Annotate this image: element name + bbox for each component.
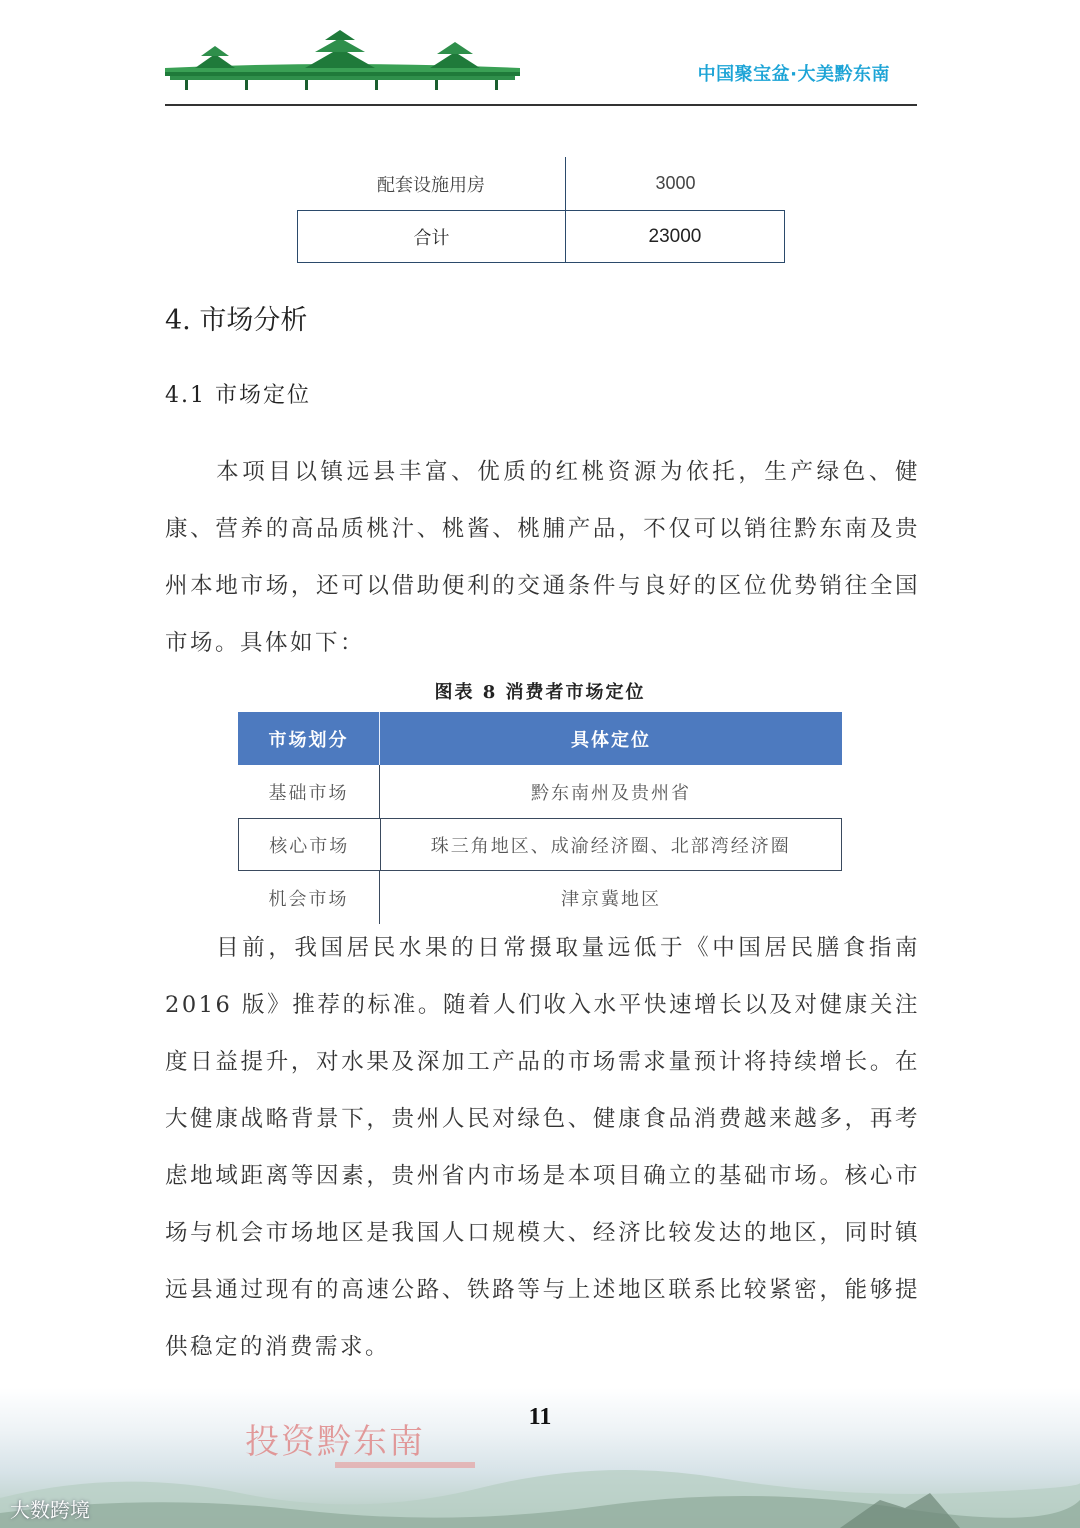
header-slogan: 中国聚宝盆·大美黔东南	[697, 64, 890, 85]
table-row	[238, 871, 842, 924]
table-header-row	[238, 712, 842, 765]
paragraph-text: 目前，我国居民水果的日常摄取量远低于《中国居民膳食指南 2016 版》推荐的标准。随着人们收入水平快速增长以及对健康关注度日益提升，对水果及深加工产品的市场需求量预计将持续增长。在大健康战略背景下，贵州人民对绿色、健康食品消费越来越多，再考虑地域距离等因素，贵州省内市场是本项目确立的基础市场。核心市场与机会市场地区是我国人口规模大、经济比较发达的地区，同时镇远县通过现有的高速公路、铁路等与上述地区联系比较紧密，能够提供稳定的消费需求。	[165, 935, 920, 1360]
segment-cell: 基础市场	[238, 765, 380, 818]
paragraph	[165, 920, 920, 1376]
table-cell-name: 配套设施用房	[297, 157, 566, 210]
paragraph-text: 本项目以镇远县丰富、优质的红桃资源为依托，生产绿色、健康、营养的高品质桃汁、桃酱、桃脯产品，不仅可以销往黔东南及贵州本地市场，还可以借助便利的交通条件与良好的区位优势销往全国市场。具体如下：	[165, 459, 920, 656]
table-cell-value: 23000	[648, 225, 702, 247]
segment-cell: 核心市场	[239, 819, 381, 870]
pavilion-banner-icon	[165, 30, 520, 90]
header-divider	[165, 104, 917, 106]
area-table	[297, 157, 785, 263]
column-header: 市场划分	[238, 712, 380, 765]
table-cell-value: 3000	[655, 173, 696, 193]
segment-cell: 机会市场	[238, 871, 380, 924]
table-row	[238, 818, 842, 871]
subsection-heading: 4.1 市场定位	[165, 383, 311, 408]
section-heading: 4. 市场分析	[165, 305, 308, 336]
column-header: 具体定位	[571, 729, 651, 751]
logo-underline	[335, 1462, 475, 1468]
page-number: 11	[528, 1404, 552, 1430]
table-row	[238, 765, 842, 818]
mountain-landscape-icon	[0, 1438, 1080, 1528]
position-cell: 珠三角地区、成渝经济圈、北部湾经济圈	[430, 835, 791, 857]
market-position-table	[238, 712, 842, 924]
figure-caption: 图表 8 消费者市场定位	[434, 682, 646, 703]
table-cell-name: 合计	[298, 211, 566, 262]
position-cell: 黔东南州及贵州省	[531, 782, 691, 804]
watermark: 大数跨境	[10, 1498, 90, 1522]
table-row-total	[297, 210, 785, 263]
position-cell: 津京冀地区	[561, 888, 661, 910]
paragraph	[165, 444, 920, 672]
invest-qiandongnan-logo: 投资黔东南	[245, 1422, 425, 1462]
table-row	[297, 157, 785, 210]
